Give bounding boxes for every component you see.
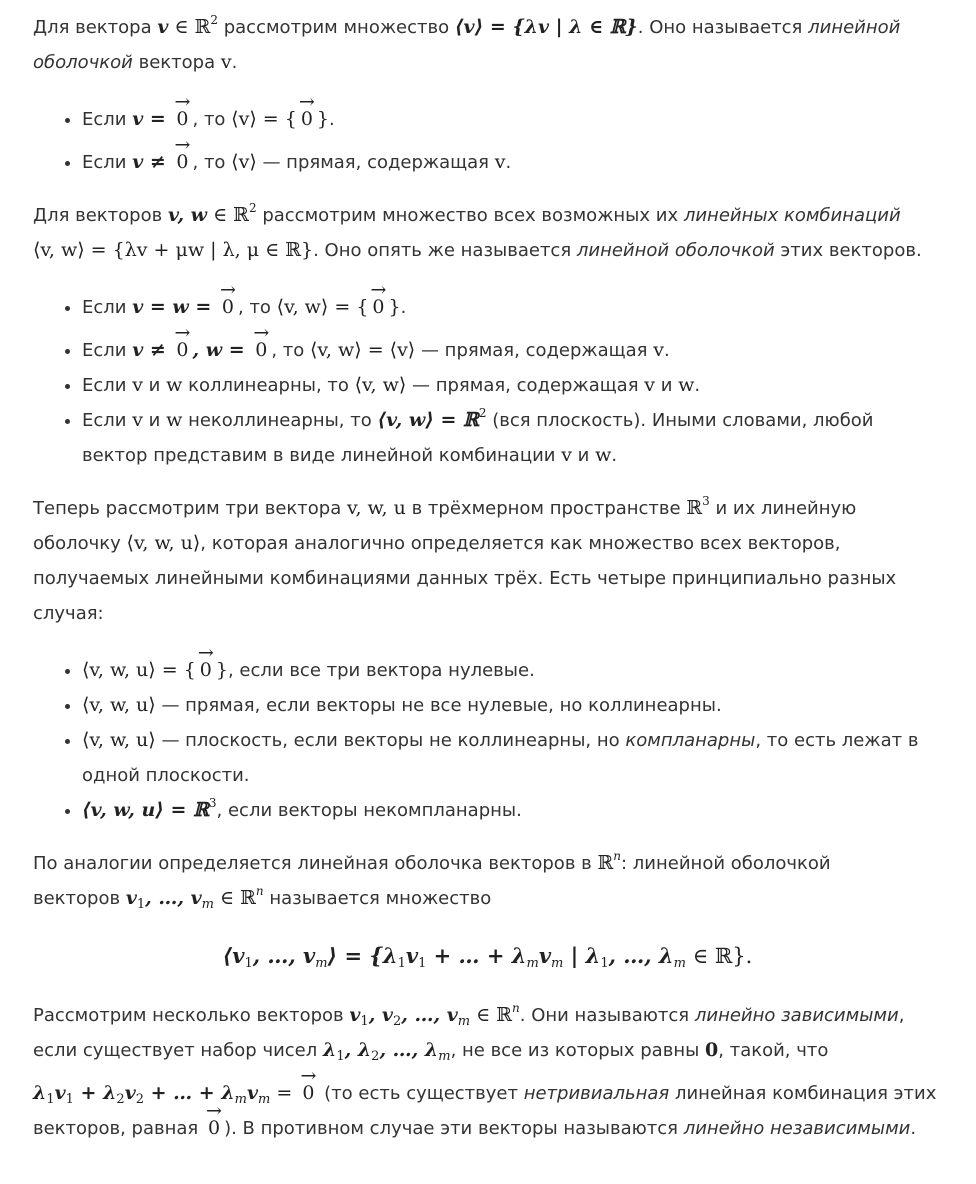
- text-span: =: [270, 1082, 299, 1104]
- list-item: [82, 793, 942, 828]
- math-group: [82, 659, 228, 681]
- text-span: Если: [82, 410, 133, 431]
- text-span: 1: [336, 1049, 345, 1064]
- math-var: v: [220, 51, 232, 73]
- list-item: [82, 333, 942, 368]
- text-span: v =: [132, 108, 173, 130]
- text-span: .: [329, 109, 335, 130]
- text-span: m: [551, 956, 564, 971]
- text-span: m: [201, 897, 214, 912]
- text: Для вектора: [33, 17, 158, 38]
- math-var: v: [157, 16, 169, 38]
- list-item: [82, 653, 942, 688]
- math-group: [377, 406, 487, 431]
- text-span: m: [438, 1049, 451, 1064]
- emphasis-term: линейных комбинаций: [683, 205, 901, 226]
- math-group: [33, 1076, 318, 1111]
- text-span: 2: [392, 1014, 402, 1029]
- text-span: 1: [65, 1092, 74, 1107]
- text-span: 1: [397, 956, 406, 971]
- text-span: коллинеарны, то: [182, 375, 355, 396]
- text-span: в трёхмерном пространстве: [405, 498, 687, 519]
- text-span: . Оно опять же называется: [313, 240, 577, 261]
- math-group: [132, 339, 271, 361]
- emphasis-term: линейной оболочкой: [576, 240, 775, 261]
- text-span: ). В противном случае эти векторы называются: [224, 1118, 684, 1139]
- text-span: этих векторов.: [774, 240, 922, 261]
- text-span: (вся плоскость). Иными словами, любой вектор представим в виде линейной комбинации: [82, 410, 874, 466]
- math-inline: [157, 13, 218, 38]
- zero-vector: → 0: [172, 333, 192, 368]
- text-span: ⟨v, w⟩ = {λv + μw | λ, μ ∈ ℝ}: [33, 239, 314, 261]
- math-inline: ⟨v⟩ = {λv | λ ∈ ℝ}: [454, 16, 638, 38]
- text-span: 2: [248, 201, 257, 215]
- text-span: w: [166, 374, 183, 396]
- emphasis-term: нетривиальная: [523, 1083, 670, 1104]
- text-span: v: [653, 339, 664, 361]
- text-span: и: [142, 410, 167, 431]
- text-span: + … + λ: [144, 1082, 235, 1104]
- text-span: — прямая, содержащая: [415, 340, 654, 361]
- text-span: 1: [360, 1014, 369, 1029]
- text-span: , такой, что: [718, 1040, 829, 1061]
- paragraph-span-single: [33, 10, 942, 80]
- list-two-vector-cases: [33, 290, 942, 473]
- math-group: [125, 884, 264, 912]
- text-span: v: [405, 943, 419, 968]
- text-span: n: [512, 1001, 520, 1015]
- text-span: Если: [82, 297, 133, 318]
- text-span: ⟨v, w, u⟩: [126, 532, 201, 554]
- list-item: [82, 145, 942, 180]
- text-span: рассмотрим множество всех возможных их: [256, 205, 684, 226]
- text-span: v: [246, 1082, 259, 1104]
- text-span: , то: [238, 297, 277, 318]
- zero-vector: → 0: [172, 102, 192, 137]
- text-span: + λ: [73, 1082, 117, 1104]
- display-formula: [33, 936, 942, 978]
- list-item: [82, 688, 942, 723]
- text-span: ⟨v, w⟩ = ℝ: [377, 409, 479, 431]
- paragraph-span-two: [33, 198, 942, 268]
- zero-vector: → 0: [297, 102, 317, 137]
- text-span: , то: [192, 109, 232, 130]
- text-span: , …, λ: [379, 1039, 439, 1061]
- text-span: ∈ ℝ: [207, 204, 249, 226]
- text-span: : линейной оболочкой: [621, 853, 831, 874]
- text-span: Теперь рассмотрим три вектора: [33, 498, 347, 519]
- zero-vector: → 0: [218, 290, 238, 325]
- text-span: 0: [705, 1039, 719, 1061]
- text-span: 2: [371, 1049, 380, 1064]
- text-span: ∈ ℝ}.: [685, 944, 753, 968]
- text-span: Если: [82, 375, 133, 396]
- text-span: ℝ: [597, 852, 614, 874]
- list-single-vector-cases: [33, 102, 942, 180]
- text-span: , если все три вектора нулевые.: [227, 660, 535, 681]
- text-span: ⟨v, w⟩ = ⟨v⟩: [310, 339, 416, 361]
- math-group: [597, 849, 622, 874]
- paragraph-span-three: [33, 491, 942, 631]
- text-span: , v: [368, 1004, 393, 1026]
- text-span: }: [215, 659, 228, 681]
- text-span: и: [655, 375, 679, 396]
- math-group: [231, 108, 329, 130]
- text-span: 1: [600, 956, 609, 971]
- text-span: ⟨v, w, u⟩: [82, 729, 156, 751]
- text-span: , w =: [192, 339, 252, 361]
- text-span: ⟨v, w⟩ = {: [276, 296, 369, 318]
- text-span: λ: [323, 1039, 337, 1061]
- text-span: 1: [136, 897, 146, 912]
- text-span: v: [132, 374, 143, 396]
- text-span: 2: [116, 1092, 125, 1107]
- text-span: ∈ ℝ: [213, 887, 256, 909]
- text-span: — прямая, содержащая: [406, 375, 645, 396]
- text-span: и их линейную оболочку: [33, 498, 857, 554]
- emphasis-term: линейно независимыми: [683, 1118, 911, 1139]
- math-group: [222, 943, 753, 971]
- text-span: v: [349, 1004, 361, 1026]
- math-group: [33, 1082, 318, 1107]
- zero-vector: → 0: [298, 1076, 318, 1111]
- list-item: [82, 403, 942, 473]
- text: вектора: [132, 52, 221, 73]
- list-item: [82, 290, 942, 325]
- list-item: [82, 102, 942, 137]
- text-span: m: [315, 956, 328, 971]
- text-span: v: [538, 943, 552, 968]
- text-span: m: [457, 1014, 471, 1029]
- text-span: , то: [271, 340, 311, 361]
- text-span: }: [316, 108, 330, 130]
- text-span: , которая аналогично определяется как множество всех векторов, получаемых линейными комбинациями данных трёх. Есть четыре принципиально разных случая:: [33, 533, 897, 624]
- text-span: 3: [208, 796, 217, 810]
- text-span: .: [663, 340, 670, 361]
- text-span: , …, v: [401, 1004, 458, 1026]
- text-span: n: [613, 849, 622, 863]
- zero-vector: → 0: [196, 653, 216, 688]
- text-span: и: [142, 375, 167, 396]
- math-group: [132, 108, 192, 130]
- text-span: Если: [82, 152, 133, 173]
- text-span: .: [694, 375, 701, 396]
- text-span: v: [125, 887, 137, 909]
- text-span: .: [910, 1118, 917, 1139]
- list-item: [82, 368, 942, 403]
- paragraph-span-n: [33, 846, 942, 916]
- text-span: ⟨v, w⟩: [354, 374, 407, 396]
- text-span: , если векторы некомпланарны.: [216, 800, 522, 821]
- text-span: Рассмотрим несколько векторов: [33, 1005, 350, 1026]
- text-span: , то есть лежат в одной плоскости.: [82, 730, 919, 786]
- text-span: v ≠: [132, 151, 173, 173]
- text-span: ∈ ℝ: [470, 1004, 513, 1026]
- text-span: 1: [418, 956, 427, 971]
- emphasis-term: линейной оболочкой: [33, 17, 901, 73]
- text-span: 1: [244, 956, 253, 971]
- math-group: [82, 796, 217, 821]
- text-span: — плоскость, если векторы не коллинеарны, но: [155, 730, 626, 751]
- text-span: ⟨v⟩: [231, 151, 257, 173]
- text-span: векторов: [33, 888, 126, 909]
- text-span: , …, v: [252, 943, 316, 968]
- math-group: [349, 1001, 520, 1029]
- text: . Оно называется: [637, 17, 809, 38]
- text-span: n: [255, 884, 264, 898]
- math-group: [277, 296, 401, 318]
- text-span: Для векторов: [33, 205, 168, 226]
- text-span: , то: [192, 152, 232, 173]
- text-span: и: [571, 445, 596, 466]
- text-span: неколлинеарны, то: [182, 410, 378, 431]
- list-item: [82, 723, 942, 793]
- text-span: ⟨v, w, u⟩: [82, 694, 156, 716]
- zero-vector: → 0: [368, 290, 388, 325]
- text-span: , …, λ: [608, 943, 674, 968]
- math-sup: 2: [210, 13, 218, 27]
- paragraph-linear-dependence: [33, 998, 942, 1146]
- math-group: [686, 494, 710, 519]
- text-span: m: [673, 956, 686, 971]
- text-span: 2: [478, 406, 487, 420]
- text-span: — прямая, содержащая: [256, 152, 495, 173]
- emphasis-term: линейно зависимыми: [694, 1005, 899, 1026]
- text-span: .: [400, 297, 407, 318]
- math-group: [132, 151, 192, 173]
- text-span: + … + λ: [426, 943, 527, 968]
- text: рассмотрим множество: [218, 17, 455, 38]
- text-span: v: [561, 444, 572, 466]
- math-group: [204, 1117, 224, 1139]
- text-span: v, w, u: [346, 497, 406, 519]
- text-span: 1: [46, 1092, 55, 1107]
- text-span: | λ: [563, 943, 601, 968]
- text-span: v ≠: [132, 339, 173, 361]
- text-span: ⟨v, w, u⟩ = {: [82, 659, 196, 681]
- text-span: 3: [702, 494, 710, 508]
- text-span: }: [388, 296, 401, 318]
- text-span: v: [644, 374, 655, 396]
- list-three-vector-cases: [33, 653, 942, 828]
- text-span: v, w: [167, 204, 208, 226]
- text-span: , не все из которых равны: [450, 1040, 706, 1061]
- emphasis-term: компланарны: [625, 730, 756, 751]
- text-span: w: [678, 374, 695, 396]
- text-span: , λ: [344, 1039, 372, 1061]
- text-span: m: [526, 956, 539, 971]
- text-span: v: [124, 1082, 136, 1104]
- text-span: . Они называются: [519, 1005, 695, 1026]
- text-span: ⟨v, w, u⟩ = ℝ: [82, 799, 209, 821]
- text-span: .: [611, 445, 618, 466]
- text-span: v: [54, 1082, 66, 1104]
- text-span: , если существует набор чисел: [33, 1005, 905, 1061]
- text-span: Если: [82, 109, 133, 130]
- text-span: w: [166, 409, 183, 431]
- text-span: , …, v: [145, 887, 202, 909]
- text-span: v = w =: [132, 296, 218, 318]
- text-span: По аналогии определяется линейная оболочка векторов в: [33, 853, 598, 874]
- text-span: ⟩ = {λ: [327, 943, 398, 968]
- math-op: ∈: [168, 16, 195, 38]
- zero-vector: → 0: [204, 1111, 224, 1146]
- text-span: w: [595, 444, 612, 466]
- text-span: v: [132, 409, 143, 431]
- text-span: λ: [33, 1082, 47, 1104]
- text-span: (то есть существует: [318, 1083, 524, 1104]
- text-span: m: [258, 1092, 271, 1107]
- zero-vector: → 0: [172, 145, 192, 180]
- text-span: ⟨v⟩ = {: [231, 108, 297, 130]
- text-span: называется множество: [263, 888, 492, 909]
- text: .: [231, 52, 238, 73]
- math-set: ℝ: [194, 16, 211, 38]
- text-span: — прямая, если векторы не все нулевые, но коллинеарны.: [155, 695, 722, 716]
- text-span: Если: [82, 340, 133, 361]
- text-span: .: [505, 152, 512, 173]
- math-group: [167, 201, 257, 226]
- text-span: 2: [135, 1092, 145, 1107]
- text-span: m: [234, 1092, 247, 1107]
- text-span: ⟨v: [222, 943, 245, 968]
- text-span: линейная комбинация этих векторов, равная: [33, 1083, 937, 1139]
- text-span: v: [494, 151, 506, 173]
- zero-vector: → 0: [251, 333, 271, 368]
- math-group: [323, 1039, 451, 1064]
- math-group: [132, 296, 238, 318]
- text-span: ℝ: [686, 497, 703, 519]
